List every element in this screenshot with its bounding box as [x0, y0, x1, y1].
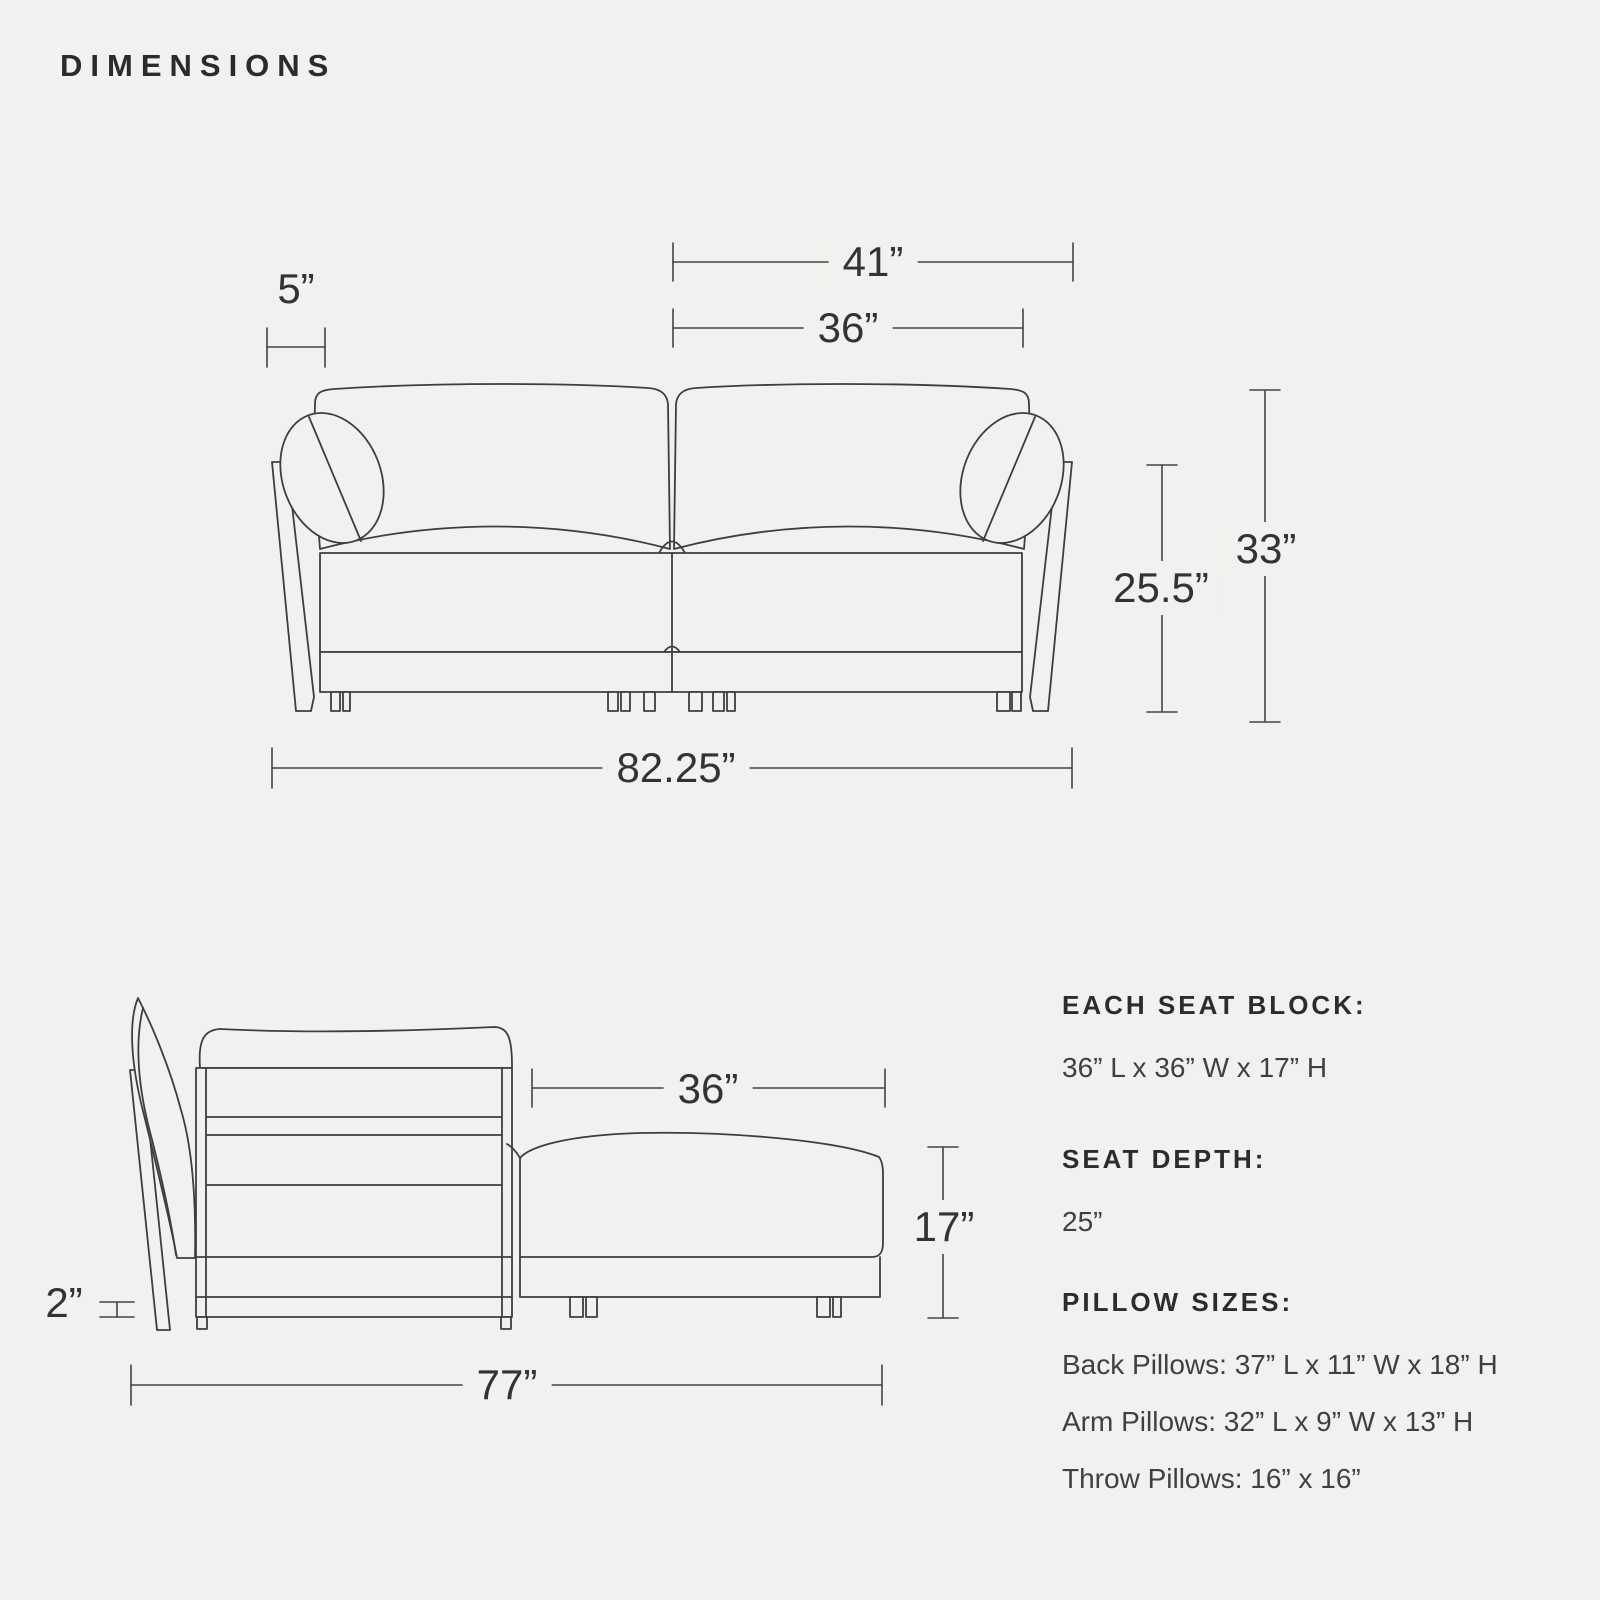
side-arm-frame [196, 1068, 512, 1329]
page-title: DIMENSIONS [60, 48, 337, 83]
dim-label-arm-width: 5” [263, 262, 328, 316]
dim-label-leg-height: 2” [39, 1278, 88, 1328]
dim-label-seat-height: 17” [900, 1200, 989, 1254]
spec-group-seat-block [1062, 990, 1582, 1096]
front-view-drawing [262, 384, 1082, 711]
dim-label-overall-width: 82.25” [602, 741, 749, 795]
side-seat-block [507, 1133, 883, 1317]
dim-label-module-width: 41” [829, 235, 918, 289]
spec-group-pillow-sizes [1062, 1287, 1582, 1507]
front-seat-base [320, 553, 1022, 652]
spec-line-throw-pillows: Throw Pillows: 16” x 16” [1062, 1463, 1361, 1494]
spec-line-seat-depth-value: 25” [1062, 1206, 1103, 1237]
spec-line-arm-pillows: Arm Pillows: 32” L x 9” W x 13” H [1062, 1406, 1474, 1437]
dim-line-2 [100, 1302, 134, 1317]
side-top-cushion [200, 1027, 512, 1068]
spec-heading-seat-block: EACH SEAT BLOCK: [1062, 990, 1367, 1020]
spec-line-seat-block-size: 36” L x 36” W x 17” H [1062, 1052, 1328, 1083]
spec-heading-seat-depth: SEAT DEPTH: [1062, 1144, 1267, 1174]
side-view-drawing [130, 998, 883, 1330]
front-base-rail [320, 652, 1022, 692]
dim-label-seat-back-height: 25.5” [1099, 561, 1223, 615]
spec-group-seat-depth [1062, 1144, 1582, 1250]
spec-heading-pillow-sizes: PILLOW SIZES: [1062, 1287, 1294, 1317]
dim-line-5 [267, 328, 325, 367]
dim-label-overall-height: 33” [1222, 522, 1311, 576]
dim-label-seat-width: 36” [804, 301, 893, 355]
spec-line-back-pillows: Back Pillows: 37” L x 11” W x 18” H [1062, 1349, 1498, 1380]
front-legs [331, 692, 1021, 711]
dim-label-overall-depth: 77” [463, 1358, 552, 1412]
dim-label-seat-length: 36” [664, 1062, 753, 1116]
